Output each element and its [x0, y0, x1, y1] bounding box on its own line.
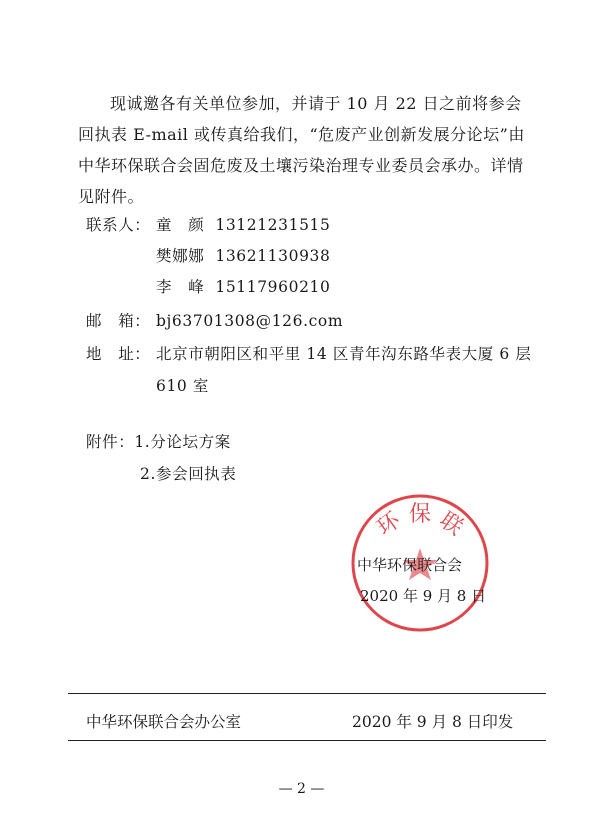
contact-row-1: [86, 213, 330, 235]
footer-printed-date: 2020 年 9 月 8 日印发: [352, 713, 514, 731]
address-row-2: [156, 374, 209, 396]
address-line-1: 北京市朝阳区和平里 14 区青年沟东路华表大厦 6 层: [156, 345, 532, 363]
contact-row-3: [156, 275, 330, 297]
address-label: 地 址：: [86, 345, 151, 363]
contact-phone: 15117960210: [215, 278, 331, 296]
email-value: bj63701308@126.com: [156, 312, 344, 330]
attachment-item: 1.分论坛方案: [134, 433, 231, 451]
issue-date: 2020 年 9 月 8 日: [360, 587, 487, 605]
contact-phone: 13621130938: [215, 247, 331, 265]
invitation-text: 现诚邀各有关单位参加，并请于 10 月 22 日之前将参会回执表 E-mail 或传真给我们，“危废产业创新发展分论坛”由中华环保联合会固危废及土壤污染治理专业委员会承办。详情见附件。: [78, 94, 525, 206]
address-line-2: 610 室: [156, 377, 210, 395]
issuing-organization: 中华环保联合会: [357, 556, 463, 574]
contact-name: 童 颜: [156, 216, 205, 234]
attachment-item: 2.参会回执表: [140, 465, 237, 483]
contact-name: 李 峰: [156, 278, 205, 296]
email-row: [86, 309, 343, 331]
attachment-row-2: [140, 462, 237, 484]
svg-text:环 保 联: [373, 502, 467, 541]
contact-row-2: [156, 244, 330, 266]
footer-office: 中华环保联合会办公室: [86, 713, 242, 731]
contact-label: 联系人：: [86, 216, 151, 234]
email-label: 邮 箱：: [86, 312, 151, 330]
contact-name: 樊娜娜: [156, 247, 205, 265]
contact-phone: 13121231515: [215, 216, 331, 234]
attachments-label: 附件：: [86, 433, 135, 451]
attachment-row-1: [86, 430, 231, 452]
footer-rule-bottom: [68, 740, 546, 741]
address-row: [86, 342, 532, 364]
footer-rule-top: [68, 693, 546, 694]
body-paragraph: [78, 88, 528, 212]
page-number: — 2 —: [278, 781, 325, 797]
seal-text: 环 保 联: [372, 502, 468, 541]
